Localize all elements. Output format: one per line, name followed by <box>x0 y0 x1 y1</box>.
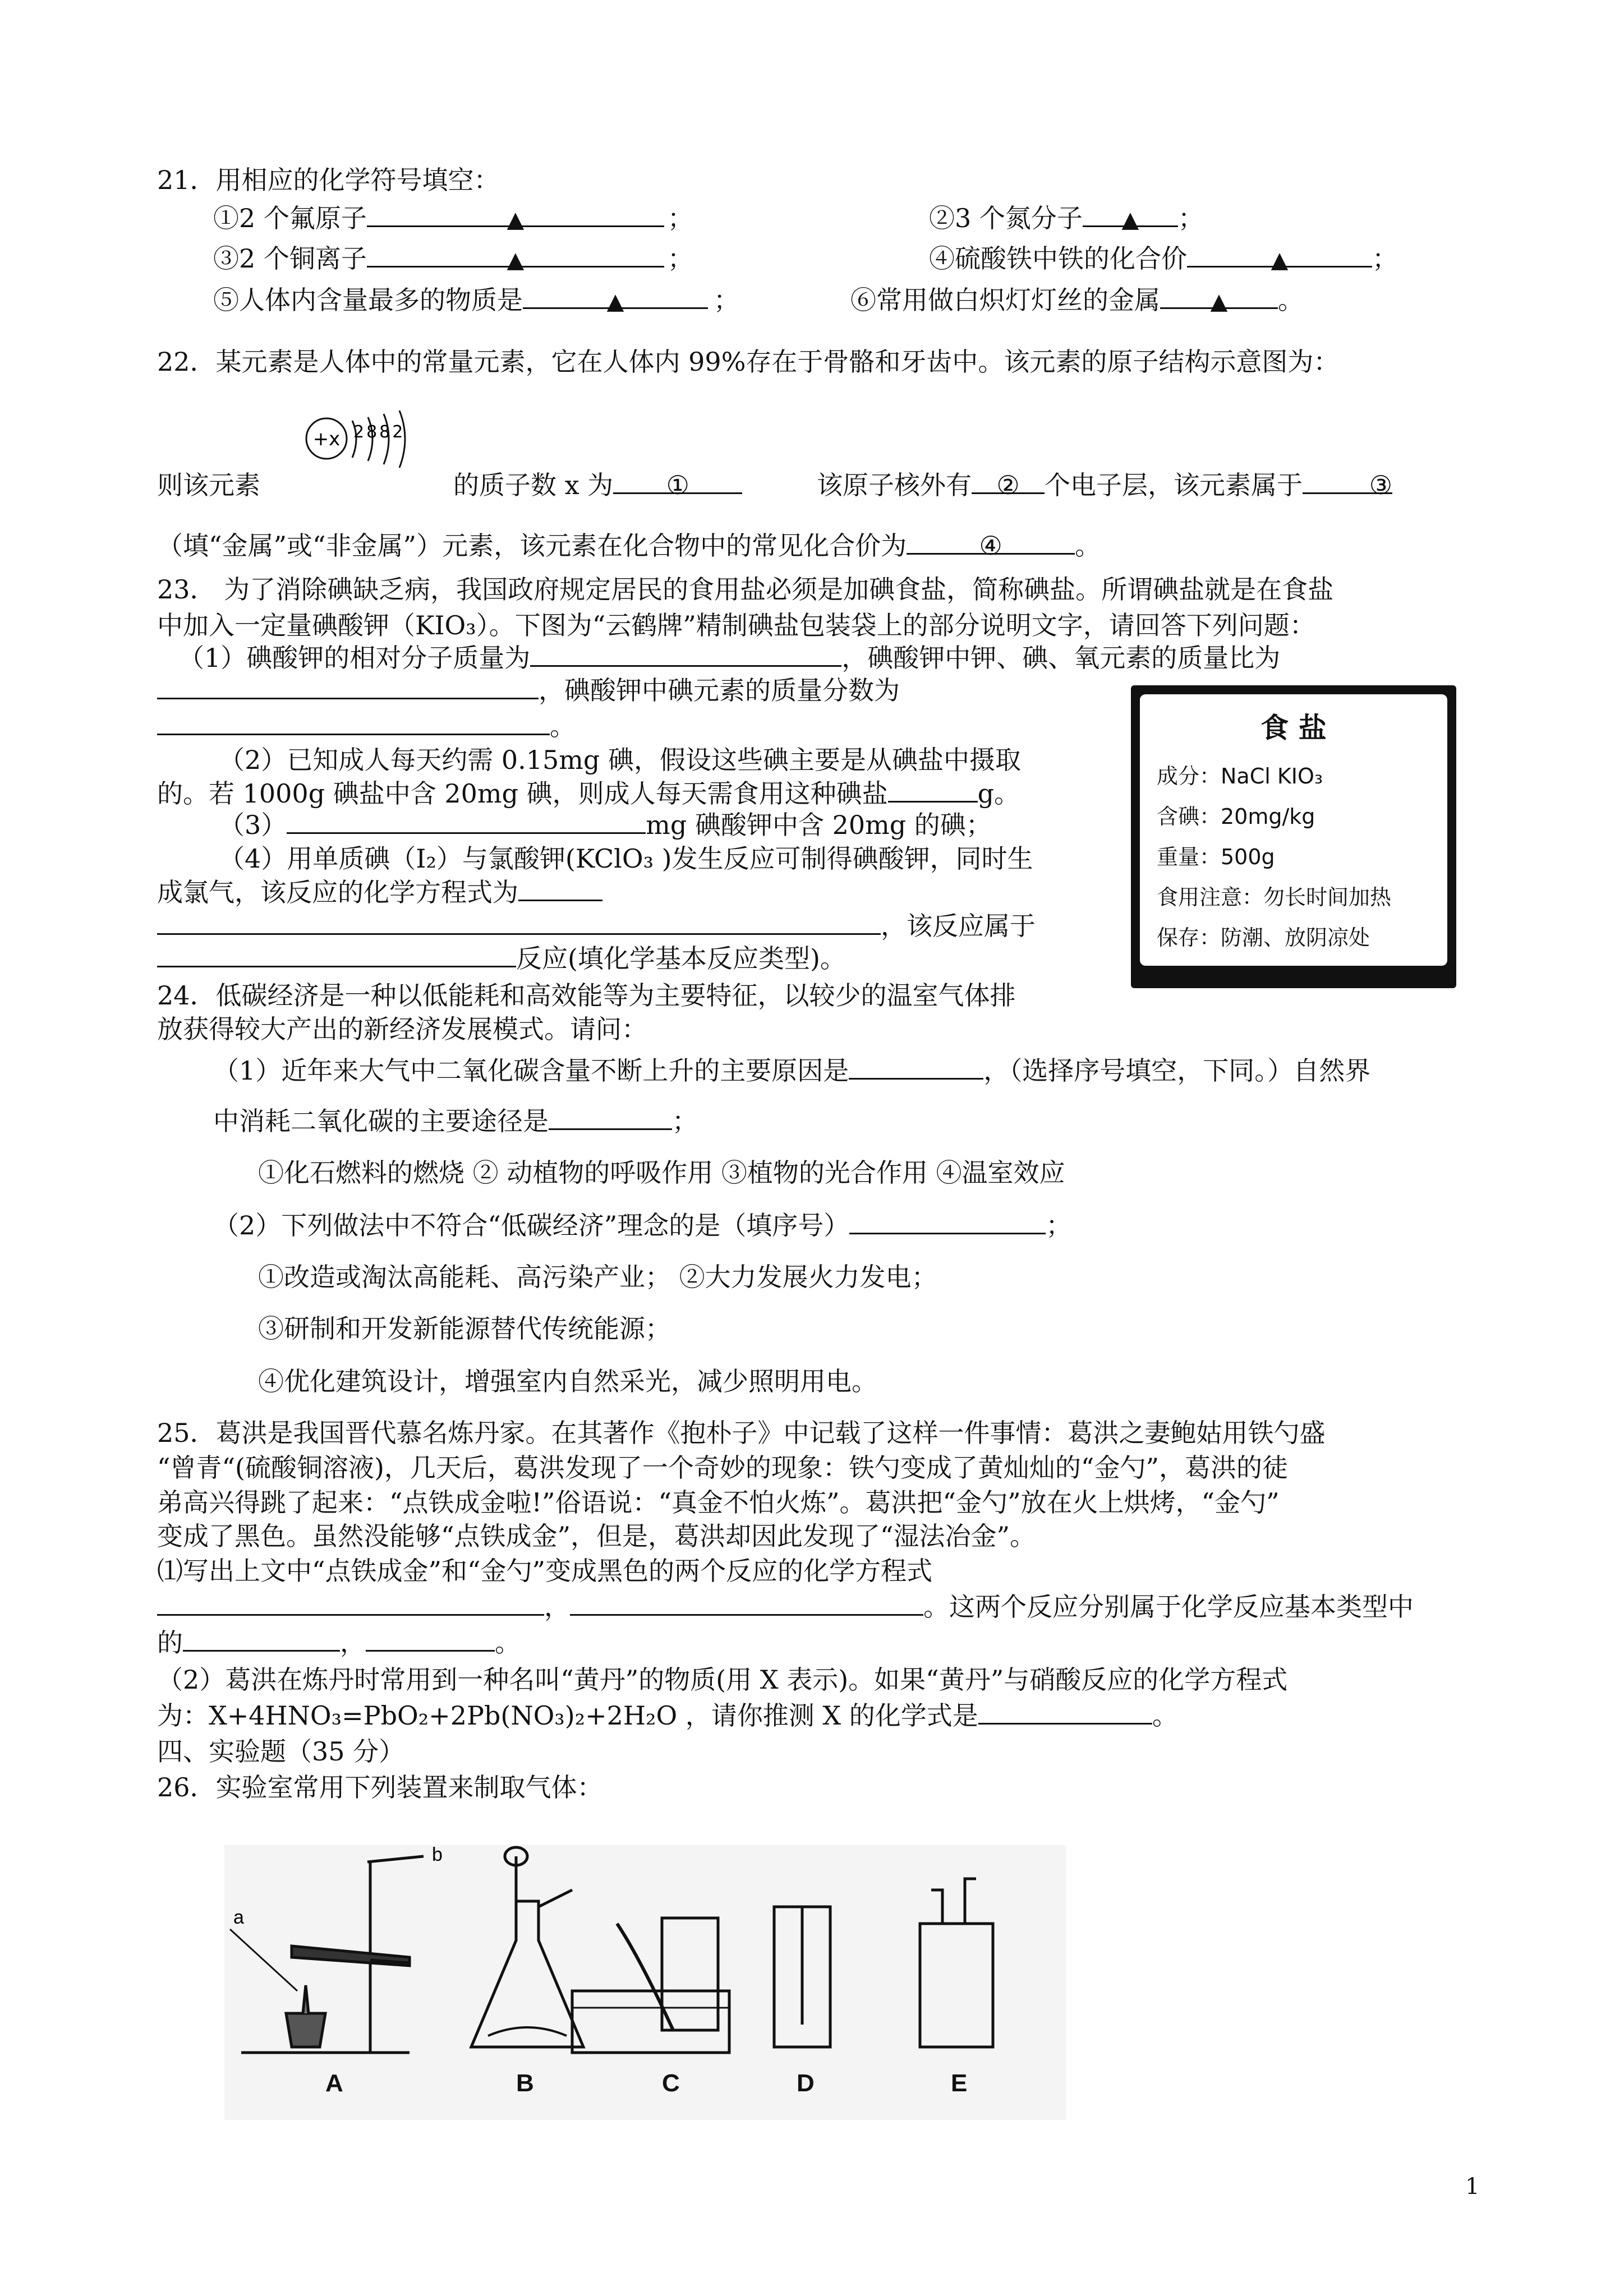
q23-line-1: 23． 为了消除碘缺乏病，我国政府规定居民的食用盐必须是加碘食盐，简称碘盐。所谓碘盐就是在食盐 <box>157 574 1334 605</box>
q24-options-1: ①化石燃料的燃烧 ② 动植物的呼吸作用 ③植物的光合作用 ④温室效应 <box>258 1158 1065 1188</box>
q23-blank-4[interactable] <box>888 777 978 803</box>
apparatus-a-heating-setup <box>230 1856 424 2053</box>
q23-line-5: 。 <box>157 710 576 743</box>
q21-item-1: ①2 个氟原子 ▲ ； <box>213 203 693 233</box>
salt-package-label <box>1131 685 1456 988</box>
q22-line-2a: 则该元素 <box>157 470 260 500</box>
label-row-ingredients: 成分：NaCl KIO₃ <box>1157 764 1323 789</box>
page-number: 1 <box>1465 2174 1480 2200</box>
q24-option-line-7: ①改造或淘汰高能耗、高污染产业； ②大力发展火力发电； <box>258 1262 937 1292</box>
label-row-usage-note: 食用注意：勿长时间加热 <box>1157 885 1392 910</box>
q24-line-2: 放获得较大产出的新经济发展模式。请问： <box>157 1014 647 1044</box>
q24-line-4: 中消耗二氧化碳的主要途径是 ； <box>213 1106 698 1136</box>
q26-title: 26．实验室常用下列装置来制取气体： <box>157 1772 603 1802</box>
q25-line-8: （2）葛洪在炼丹时常用到一种名叫“黄丹”的物质(用 X 表示)。如果“黄丹”与硝酸反应的化学方程式 <box>157 1665 1288 1695</box>
q25-line-4: 变成了黑色。虽然没能够“点铁成金”，但是，葛洪却因此发现了“湿法冶金”。 <box>157 1521 1036 1551</box>
q24-blank-2[interactable] <box>549 1105 672 1130</box>
q22-line-2b: 的质子数 x 为 ① <box>453 469 742 501</box>
lab-apparatus-figure <box>224 1845 1066 2120</box>
apparatus-e-bottle <box>920 1879 993 2047</box>
label-row-iodine: 含碘：20mg/kg <box>1157 804 1315 829</box>
q23-line-3: （1）碘酸钾的相对分子质量为 ，碘酸钾中钾、碘、氧元素的质量比为 <box>178 643 1281 673</box>
q24-line-1: 24．低碳经济是一种以低能耗和高效能等为主要特征，以较少的温室气体排 <box>157 980 1016 1011</box>
q24-line-3: （1）近年来大气中二氧化碳含量不断上升的主要原因是 ，（选择序号填空，下同。）自然界 <box>213 1055 1371 1086</box>
q22-line-2c: 该原子核外有 ② 个电子层，该元素属于 ③ <box>817 470 1392 500</box>
q25-blank-5[interactable] <box>978 1699 1152 1725</box>
q22-line-3: （填“金属”或“非金属”）元素，该元素在化合物中的常见化合价为 ④ 。 <box>157 531 1101 561</box>
q21-title: 21．用相应的化学符号填空： <box>157 165 500 195</box>
q25-line-9: 为：X+4HNO₃=PbO₂+2Pb(NO₃)₂+2H₂O ，请你推测 X 的化学式是 。 <box>157 1700 1178 1731</box>
atom-nucleus-label: +x <box>312 428 341 450</box>
q22-blank-1[interactable]: ① <box>613 469 742 494</box>
q23-blank-1[interactable] <box>530 642 841 667</box>
apparatus-part-b-label: b <box>432 1845 443 1865</box>
q23-line-10: 成氯气，该反应的化学方程式为 <box>157 876 602 909</box>
label-rows <box>1157 756 1391 958</box>
q23-blank-3[interactable] <box>157 710 550 735</box>
section-4-heading: 四、实验题（35 分） <box>157 1736 405 1767</box>
apparatus-part-a-label: a <box>233 1907 244 1928</box>
apparatus-c-water-trough <box>572 1918 729 2053</box>
q23-blank-5[interactable] <box>287 809 646 834</box>
atom-shell-electrons: 2882 <box>353 422 406 442</box>
apparatus-b-flask <box>471 1847 583 2047</box>
q21-item-3: ③2 个铜离子 ▲ ； <box>213 243 693 274</box>
label-row-weight: 重量：500g <box>1157 845 1275 869</box>
apparatus-label-c: C <box>662 2069 680 2097</box>
q21-item-6: ⑥常用做白炽灯灯丝的金属 ▲ 。 <box>850 285 1304 315</box>
q22-title: 22．某元素是人体中的常量元素，它在人体内 99%存在于骨骼和牙齿中。该元素的原子结构示意图为： <box>157 347 1340 377</box>
q25-line-3: 弟高兴得跳了起来：“点铁成金啦!”俗语说：“真金不怕火炼”。葛洪把“金勺”放在火上烘烤，“金勺” <box>157 1487 1280 1518</box>
q21-blank-6[interactable]: ▲ <box>1160 284 1278 309</box>
q25-blank-4[interactable] <box>366 1626 495 1652</box>
q25-line-6: ， 。这两个反应分别属于化学反应基本类型中 <box>157 1590 1414 1623</box>
q22-blank-2[interactable]: ② <box>972 469 1045 494</box>
q22-blank-4[interactable]: ④ <box>907 529 1075 555</box>
q23-blank-2[interactable] <box>157 674 539 699</box>
q23-line-7: 的。若 1000g 碘盐中含 20mg 碘，则成人每天需食用这种碘盐 g。 <box>157 778 1020 809</box>
q21-blank-5[interactable]: ▲ <box>523 284 708 309</box>
q23-line-9: （4）用单质碘（I₂）与氯酸钾(KClO₃ )发生反应可制得碘酸钾，同时生 <box>219 843 1033 874</box>
q23-line-2: 中加入一定量碘酸钾（KIO₃）。下图为“云鹤牌”精制碘盐包装袋上的部分说明文字，请回答下列问题： <box>157 610 1315 640</box>
q21-item-2: ②3 个氮分子 ▲ ； <box>929 203 1204 233</box>
q21-blank-2[interactable]: ▲ <box>1083 202 1178 227</box>
q25-line-5: ⑴写出上文中“点铁成金”和“金勺”变成黑色的两个反应的化学方程式 <box>157 1556 933 1586</box>
q21-item-4: ④硫酸铁中铁的化合价 ▲ ； <box>929 243 1398 274</box>
q23-line-8: （3） mg 碘酸钾中含 20mg 的碘； <box>219 810 992 840</box>
q22-blank-3[interactable]: ③ <box>1303 469 1392 494</box>
q23-blank-8[interactable] <box>157 942 516 967</box>
label-title: 食 盐 <box>1260 712 1327 744</box>
q24-line-6: （2）下列做法中不符合“低碳经济”理念的是（填序号） ； <box>213 1210 1072 1241</box>
q23-line-11: ，该反应属于 <box>157 910 1036 942</box>
q23-line-4: ，碘酸钾中碘元素的质量分数为 <box>157 674 900 707</box>
q21-blank-3[interactable]: ▲ <box>367 242 664 268</box>
apparatus-label-a: A <box>325 2069 343 2097</box>
q25-line-1: 25．葛洪是我国晋代慕名炼丹家。在其著作《抱朴子》中记载了这样一件事情：葛洪之妻鲍姑用铁勺盛 <box>157 1418 1326 1448</box>
q23-line-6: （2）已知成人每天约需 0.15mg 碘，假设这些碘主要是从碘盐中摄取 <box>219 745 1021 775</box>
apparatus-label-b: B <box>516 2069 534 2097</box>
q25-line-7: 的 ， 。 <box>157 1628 521 1658</box>
q25-blank-1[interactable] <box>157 1590 544 1616</box>
apparatus-d-bottle <box>774 1907 830 2047</box>
q24-option-line-8: ③研制和开发新能源替代传统能源； <box>258 1313 671 1344</box>
q21-blank-1[interactable]: ▲ <box>367 202 664 227</box>
q25-line-2: “曾青“(硫酸铜溶液)，几天后，葛洪发现了一个奇妙的现象：铁勺变成了黄灿灿的“金勺”，葛洪的徒 <box>157 1453 1288 1483</box>
q21-blank-4[interactable]: ▲ <box>1187 242 1372 268</box>
q25-blank-3[interactable] <box>183 1626 340 1652</box>
q24-option-line-9: ④优化建筑设计，增强室内自然采光，减少照明用电。 <box>258 1366 877 1396</box>
q25-blank-2[interactable] <box>570 1590 923 1616</box>
q23-blank-7[interactable] <box>157 910 881 935</box>
q24-blank-1[interactable] <box>849 1054 983 1080</box>
q24-blank-3[interactable] <box>849 1209 1046 1234</box>
q23-blank-6[interactable] <box>518 876 602 901</box>
label-row-storage: 保存：防潮、放阴凉处 <box>1157 925 1370 950</box>
q23-line-12: 反应(填化学基本反应类型)。 <box>157 942 846 975</box>
atom-structure-diagram <box>297 404 432 482</box>
apparatus-label-d: D <box>797 2069 815 2097</box>
q21-item-5: ⑤人体内含量最多的物质是 ▲ ； <box>213 285 739 315</box>
apparatus-label-e: E <box>951 2069 968 2097</box>
